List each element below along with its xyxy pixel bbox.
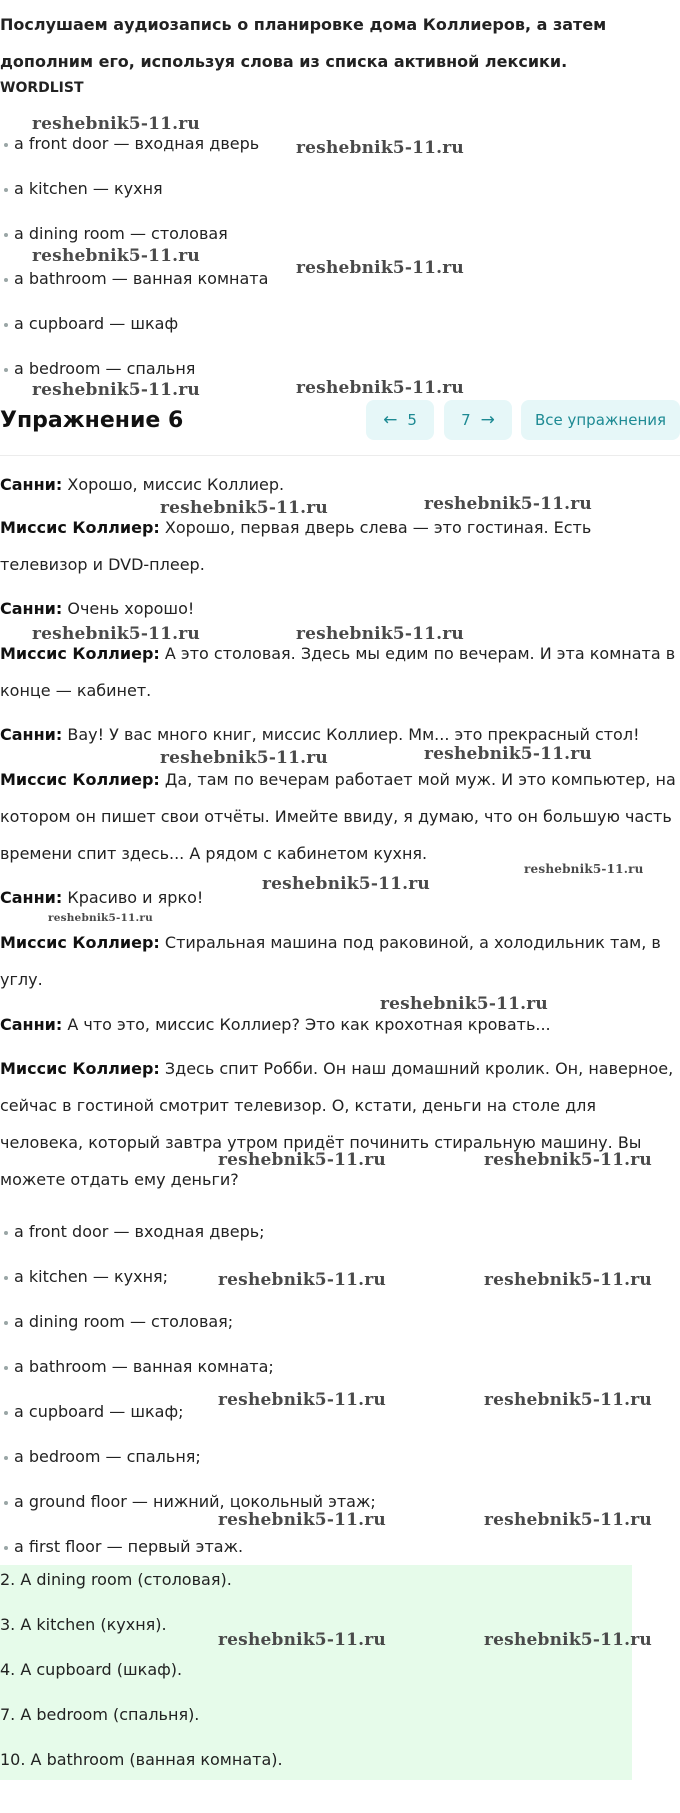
speaker-name: Санни (0, 599, 56, 618)
dialog-line: Санни: Красиво и ярко! (0, 888, 204, 907)
answer-line: 3. A kitchen (кухня). (0, 1615, 167, 1634)
dialog-line: Миссис Коллиер: Стиральная машина под раковиной, а холодильник там, в углу. (0, 933, 661, 989)
list-item: a bathroom — ванная комната; (14, 1357, 274, 1376)
watermark: reshebnik5-11.ru (32, 380, 200, 400)
watermark: reshebnik5-11.ru (524, 862, 644, 876)
answer-line: 7. A bedroom (спальня). (0, 1705, 200, 1724)
watermark: reshebnik5-11.ru (484, 1390, 652, 1410)
divider (0, 455, 680, 456)
answer-line: 10. A bathroom (ванная комната). (0, 1750, 283, 1769)
dialog-line: Санни: А что это, миссис Коллиер? Это как крохотная кровать... (0, 1015, 551, 1034)
all-exercises-button[interactable] (521, 400, 680, 440)
dialog-text: Стиральная машина под раковиной, а холодильник там, в углу. (0, 933, 661, 989)
speaker-name: Миссис Коллиер (0, 644, 154, 663)
list-item: a dining room — столовая; (14, 1312, 234, 1331)
list-item: a kitchen — кухня (14, 179, 163, 198)
watermark: reshebnik5-11.ru (32, 246, 200, 266)
intro-text: Послушаем аудиозапись о планировке дома Коллиеров, а затем дополним его, используя слова из списка активной лексики. (0, 15, 607, 71)
speaker-name: Санни (0, 475, 56, 494)
next-exercise-button[interactable] (444, 400, 512, 440)
watermark: reshebnik5-11.ru (484, 1270, 652, 1290)
watermark: reshebnik5-11.ru (218, 1270, 386, 1290)
exercise-nav (0, 400, 680, 448)
watermark: reshebnik5-11.ru (484, 1150, 652, 1170)
watermark: reshebnik5-11.ru (296, 258, 464, 278)
dialog-text: Вау! У вас много книг, миссис Коллиер. Мм... это прекрасный стол! (67, 725, 640, 744)
dialog-line: Санни: Вау! У вас много книг, миссис Коллиер. Мм... это прекрасный стол! (0, 725, 640, 744)
watermark: reshebnik5-11.ru (218, 1390, 386, 1410)
watermark: reshebnik5-11.ru (262, 874, 430, 894)
dialog-text: Красиво и ярко! (67, 888, 204, 907)
watermark: reshebnik5-11.ru (218, 1150, 386, 1170)
dialog-line: Миссис Коллиер: А это столовая. Здесь мы едим по вечерам. И эта комната в конце — кабинет. (0, 644, 676, 700)
watermark: reshebnik5-11.ru (218, 1510, 386, 1530)
watermark: reshebnik5-11.ru (296, 378, 464, 398)
dialog-line: Санни: Очень хорошо! (0, 599, 195, 618)
speaker-name: Санни (0, 888, 56, 907)
speaker-name: Миссис Коллиер (0, 518, 154, 537)
dialog-text: Хорошо, миссис Коллиер. (67, 475, 285, 494)
watermark: reshebnik5-11.ru (380, 994, 548, 1014)
list-item: a first floor — первый этаж. (14, 1537, 244, 1556)
dialog-text: Здесь спит Робби. Он наш домашний кролик. Он, наверное, сейчас в гостиной смотрит телевизор. О, кстати, деньги на столе для человека, который завтра утром придёт починить стиральную машину. Вы можете отдать ему деньги? (0, 1059, 674, 1189)
list-item: a kitchen — кухня; (14, 1267, 169, 1286)
watermark: reshebnik5-11.ru (296, 624, 464, 644)
answer-line: 2. A dining room (столовая). (0, 1570, 232, 1589)
speaker-name: Санни (0, 725, 56, 744)
watermark: reshebnik5-11.ru (160, 748, 328, 768)
dialog-text: А что это, миссис Коллиер? Это как крохотная кровать... (67, 1015, 551, 1034)
dialog-text: Очень хорошо! (67, 599, 195, 618)
arrow-left-icon: ← (383, 410, 398, 430)
list-item: a dining room — столовая (14, 224, 228, 243)
watermark: reshebnik5-11.ru (218, 1630, 386, 1650)
next-exercise-label: 7 (461, 411, 471, 429)
watermark: reshebnik5-11.ru (484, 1630, 652, 1650)
list-item: a bedroom — спальня (14, 359, 196, 378)
dialog-line: Миссис Коллиер: Здесь спит Робби. Он наш домашний кролик. Он, наверное, сейчас в гостиной смотрит телевизор. О, кстати, деньги на столе для человека, который завтра утром придёт починить стиральную машину. Вы можете отдать ему деньги? (0, 1059, 674, 1189)
watermark: reshebnik5-11.ru (484, 1510, 652, 1530)
answer-line: 4. A cupboard (шкаф). (0, 1660, 183, 1679)
exercise-title: Упражнение 6 (0, 408, 184, 433)
arrow-right-icon: → (480, 410, 495, 430)
dialog-text: А это столовая. Здесь мы едим по вечерам. И эта комната в конце — кабинет. (0, 644, 676, 700)
speaker-name: Миссис Коллиер (0, 1059, 154, 1078)
all-exercises-label: Все упражнения (534, 411, 667, 429)
list-item: a cupboard — шкаф (14, 314, 179, 333)
speaker-name: Миссис Коллиер (0, 770, 154, 789)
dialog-text: Да, там по вечерам работает мой муж. И это компьютер, на котором он пишет свои отчёты. Имейте ввиду, я думаю, что он большую часть времени спит здесь... А рядом с кабинетом кухня. (0, 770, 676, 863)
prev-exercise-button[interactable] (366, 400, 434, 440)
speaker-name: Санни (0, 1015, 56, 1034)
dialog-line: Санни: Хорошо, миссис Коллиер. (0, 475, 285, 494)
wordlist-title: WORDLIST (0, 80, 84, 96)
list-item: a front door — входная дверь; (14, 1222, 265, 1241)
watermark: reshebnik5-11.ru (32, 114, 200, 134)
list-item: a front door — входная дверь (14, 134, 260, 153)
dialog-text: Хорошо, первая дверь слева — это гостиная. Есть телевизор и DVD-плеер. (0, 518, 592, 574)
dialog-line: Миссис Коллиер: Да, там по вечерам работает мой муж. И это компьютер, на котором он пишет свои отчёты. Имейте ввиду, я думаю, что он большую часть времени спит здесь... А рядом с кабинетом кухня. (0, 770, 676, 863)
list-item: a ground floor — нижний, цокольный этаж; (14, 1492, 376, 1511)
watermark: reshebnik5-11.ru (32, 624, 200, 644)
list-item: a bedroom — спальня; (14, 1447, 201, 1466)
watermark: reshebnik5-11.ru (424, 494, 592, 514)
answers-box (0, 1565, 632, 1780)
list-item: a cupboard — шкаф; (14, 1402, 184, 1421)
watermark: reshebnik5-11.ru (296, 138, 464, 158)
speaker-name: Миссис Коллиер (0, 933, 154, 952)
dialog-line: Миссис Коллиер: Хорошо, первая дверь слева — это гостиная. Есть телевизор и DVD-плеер. (0, 518, 592, 574)
watermark: reshebnik5-11.ru (160, 498, 328, 518)
prev-exercise-label: 5 (407, 411, 417, 429)
list-item: a bathroom — ванная комната (14, 269, 269, 288)
watermark: reshebnik5-11.ru (48, 912, 153, 924)
watermark: reshebnik5-11.ru (424, 744, 592, 764)
